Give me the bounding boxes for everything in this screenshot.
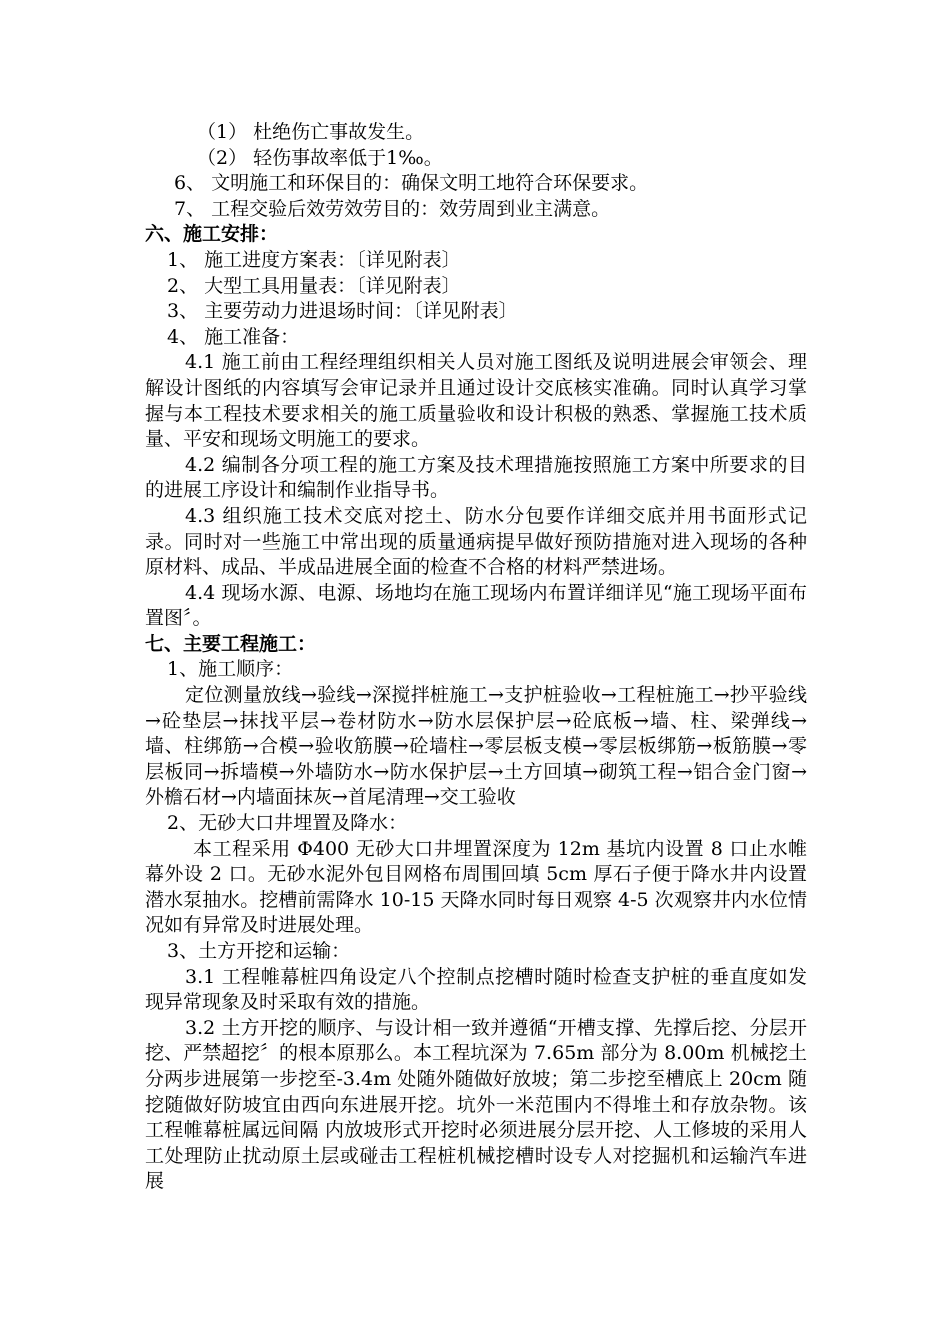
paragraph-sequence: 定位测量放线→验线→深搅拌桩施工→支护桩验收→工程桩施工→抄平验线→砼垫层→抹找平层→卷材防水→防水层保护层→砼底板→墙、柱、梁弹线→墙、柱绑筋→合模→验收筋膜→砼墙柱→零层板支模→零层板绑筋→板筋膜→零层板同→拆墙模→外墙防水→防水保护层→土方回填→砌筑工程→铝合金门窗→外檐石材→内墙面抹灰→首尾清理→交工验收	[145, 684, 807, 809]
target-item-6: 6、 文明施工和环保目的：确保文明工地符合环保要求。	[174, 172, 649, 195]
arrangement-item-3: 3、 主要劳动力进退场时间：〔详见附表〕	[167, 300, 518, 323]
paragraph-4-2: 4.2 编制各分项工程的施工方案及技术理措施按照施工方案中所要求的目的进展工序设计和编制作业指导书。	[145, 453, 807, 502]
arrangement-item-4: 4、 施工准备：	[167, 325, 300, 348]
target-item-1: （1） 杜绝伤亡事故发生。	[197, 121, 425, 143]
paragraph-3-2: 3.2 土方开挖的顺序、与设计相一致并遵循“开槽支撑、先撑后挖、分层开挖、严禁超挖〞的根本原那么。本工程坑深为 7.65m 部分为 8.00m 机械挖土分两步进展第一步挖至-3.4m 处随外随做好放坡；第二步挖至槽底上 20cm 随挖随做好防坡宜由西向东进展开挖。坑外一米范围内不得堆土和存放杂物。该工程帷幕桩属远间隔 内放坡形式开挖时必须进展分层开挖、人工修坡的采用人工处理防止扰动原土层或碰击工程桩机械挖槽时设专人对挖掘机和运输汽车进展	[145, 1016, 807, 1193]
arrangement-item-1: 1、 施工进度方案表：〔详见附表〕	[167, 248, 461, 271]
paragraph-4-3: 4.3 组织施工技术交底对挖土、防水分包要作详细交底并用书面形式记录。同时对一些施工中常出现的质量通病提早做好预防措施对进入现场的各种原材料、成品、半成品进展全面的检查不合格的材料严禁进场。	[145, 504, 807, 579]
section-heading-6: 六、施工安排：	[145, 223, 279, 246]
subsection-1: 1、施工顺序：	[167, 658, 294, 681]
target-item-7: 7、 工程交验后效劳效劳目的：效劳周到业主满意。	[174, 197, 611, 220]
arrangement-item-2: 2、 大型工具用量表：〔详见附表〕	[167, 274, 461, 297]
paragraph-well: 本工程采用 Φ400 无砂大口井埋置深度为 12m 基坑内设置 8 口止水帷幕外设 2 口。无砂水泥外包目网格布周围回填 5cm 厚石子便于降水井内设置潜水泵抽水。挖槽前需降水 10-15 天降水同时每日观察 4-5 次观察井内水位情况如有异常及时进展处理。	[145, 837, 807, 937]
section-heading-7: 七、主要工程施工：	[145, 632, 317, 655]
paragraph-4-4: 4.4 现场水源、电源、场地均在施工现场内布置详细详见“施工现场平面布置图〞。	[145, 581, 807, 630]
paragraph-4-1: 4.1 施工前由工程经理组织相关人员对施工图纸及说明进展会审领会、理解设计图纸的内容填写会审记录并且通过设计交底核实准确。同时认真学习掌握与本工程技术要求相关的施工质量验收和设计积极的熟悉、掌握施工技术质量、平安和现场文明施工的要求。	[145, 351, 807, 451]
paragraph-3-1: 3.1 工程帷幕桩四角设定八个控制点挖槽时随时检查支护桩的垂直度如发现异常现象及时采取有效的措施。	[145, 965, 807, 1014]
subsection-2: 2、无砂大口井埋置及降水：	[167, 812, 408, 835]
subsection-3: 3、土方开挖和运输：	[167, 940, 351, 962]
document-body	[145, 120, 807, 1195]
target-item-2: （2） 轻伤事故率低于1‰。	[197, 146, 443, 169]
